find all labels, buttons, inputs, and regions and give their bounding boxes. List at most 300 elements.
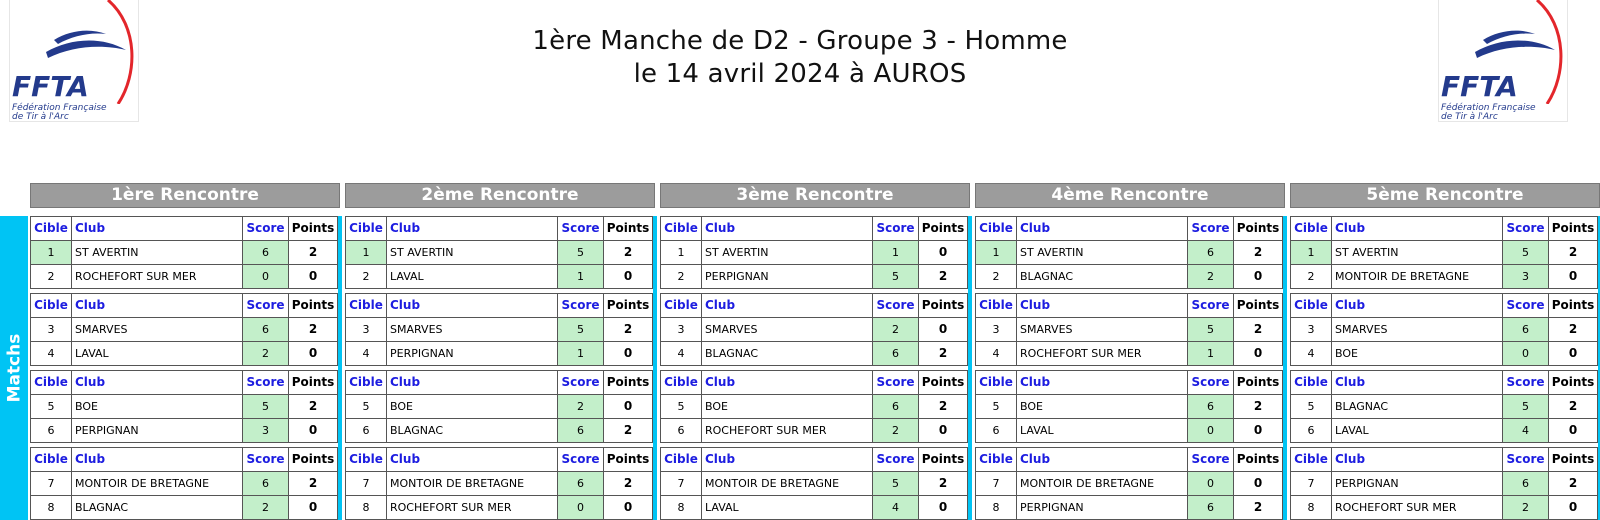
round-header: 4ème Rencontre xyxy=(975,183,1285,208)
club-cell: PERPIGNAN xyxy=(72,419,243,442)
club-cell: ROCHEFORT SUR MER xyxy=(72,265,243,288)
round-header: 2ème Rencontre xyxy=(345,183,655,208)
club-cell: PERPIGNAN xyxy=(1332,472,1503,495)
points-cell: 2 xyxy=(1253,245,1263,259)
column-header-club: Club xyxy=(72,371,243,394)
cible-cell: 2 xyxy=(1291,265,1332,288)
points-cell: 2 xyxy=(938,476,948,490)
points-cell: 0 xyxy=(308,423,318,437)
column-header-score: Score xyxy=(1188,371,1234,394)
club-cell: SMARVES xyxy=(702,318,873,341)
points-cell: 0 xyxy=(623,346,633,360)
ffta-emblem-icon xyxy=(10,0,140,104)
score-cell: 1 xyxy=(558,265,604,288)
column-header-score: Score xyxy=(873,294,919,317)
club-cell: MONTOIR DE BRETAGNE xyxy=(72,472,243,495)
points-cell: 0 xyxy=(1253,423,1263,437)
score-cell: 0 xyxy=(558,496,604,519)
score-cell: 5 xyxy=(1503,395,1549,418)
column-header-points: Points xyxy=(606,298,650,312)
column-header-club: Club xyxy=(72,448,243,471)
club-cell: BOE xyxy=(387,395,558,418)
cible-cell: 7 xyxy=(1291,472,1332,495)
club-cell: BLAGNAC xyxy=(1332,395,1503,418)
match-header-row xyxy=(346,448,652,472)
column-header-score: Score xyxy=(1503,448,1549,471)
column-header-points: Points xyxy=(921,375,965,389)
cible-cell: 8 xyxy=(346,496,387,519)
table-row xyxy=(661,342,967,366)
points-cell: 0 xyxy=(623,399,633,413)
column-header-score: Score xyxy=(558,294,604,317)
score-cell: 3 xyxy=(1503,265,1549,288)
club-cell: SMARVES xyxy=(72,318,243,341)
club-cell: PERPIGNAN xyxy=(387,342,558,365)
match-header-row xyxy=(1291,448,1597,472)
match-header-row xyxy=(31,448,337,472)
points-cell: 2 xyxy=(938,399,948,413)
cible-cell: 6 xyxy=(976,419,1017,442)
table-row xyxy=(976,265,1282,289)
match-table xyxy=(975,447,1283,520)
match-header-row xyxy=(1291,217,1597,241)
match-header-row xyxy=(976,371,1282,395)
column-header-score: Score xyxy=(873,448,919,471)
cible-cell: 7 xyxy=(976,472,1017,495)
column-header-club: Club xyxy=(702,371,873,394)
club-cell: ST AVERTIN xyxy=(702,241,873,264)
table-row xyxy=(31,419,337,443)
cible-cell: 2 xyxy=(31,265,72,288)
cible-cell: 1 xyxy=(1291,241,1332,264)
column-header-score: Score xyxy=(558,371,604,394)
club-cell: ROCHEFORT SUR MER xyxy=(1332,496,1503,519)
table-row xyxy=(1291,472,1597,496)
match-table xyxy=(345,216,653,289)
cible-cell: 7 xyxy=(31,472,72,495)
logo-acronym: FFTA xyxy=(12,70,89,103)
column-header-cible: Cible xyxy=(976,371,1017,394)
column-header-points: Points xyxy=(291,375,335,389)
column-header-score: Score xyxy=(873,217,919,240)
column-header-cible: Cible xyxy=(31,448,72,471)
round-4 xyxy=(975,183,1285,520)
column-header-score: Score xyxy=(1503,294,1549,317)
cible-cell: 2 xyxy=(346,265,387,288)
page-title: 1ère Manche de D2 - Groupe 3 - Homme xyxy=(532,26,1068,56)
points-cell: 2 xyxy=(1253,322,1263,336)
cible-cell: 3 xyxy=(976,318,1017,341)
club-cell: SMARVES xyxy=(1017,318,1188,341)
table-row xyxy=(976,318,1282,342)
table-row xyxy=(346,395,652,419)
cible-cell: 2 xyxy=(976,265,1017,288)
match-header-row xyxy=(1291,371,1597,395)
points-cell: 2 xyxy=(623,245,633,259)
cible-cell: 4 xyxy=(661,342,702,365)
round-2 xyxy=(345,183,655,520)
score-cell: 5 xyxy=(558,318,604,341)
points-cell: 0 xyxy=(1568,500,1578,514)
points-cell: 2 xyxy=(1568,322,1578,336)
round-separator xyxy=(968,216,972,520)
table-row xyxy=(1291,419,1597,443)
score-cell: 1 xyxy=(558,342,604,365)
column-header-points: Points xyxy=(921,452,965,466)
column-header-points: Points xyxy=(606,375,650,389)
column-header-points: Points xyxy=(1236,375,1280,389)
match-header-row xyxy=(31,371,337,395)
match-table xyxy=(1290,370,1598,443)
match-header-row xyxy=(31,294,337,318)
table-row xyxy=(661,395,967,419)
points-cell: 2 xyxy=(938,269,948,283)
points-cell: 0 xyxy=(623,269,633,283)
logo-line2: de Tir à l'Arc xyxy=(12,112,69,122)
match-table xyxy=(660,216,968,289)
column-header-cible: Cible xyxy=(346,448,387,471)
points-cell: 2 xyxy=(1568,399,1578,413)
cible-cell: 5 xyxy=(976,395,1017,418)
score-cell: 2 xyxy=(873,419,919,442)
cible-cell: 5 xyxy=(31,395,72,418)
points-cell: 2 xyxy=(308,476,318,490)
column-header-cible: Cible xyxy=(31,371,72,394)
match-header-row xyxy=(661,217,967,241)
club-cell: ST AVERTIN xyxy=(1017,241,1188,264)
score-cell: 2 xyxy=(1188,265,1234,288)
column-header-cible: Cible xyxy=(346,294,387,317)
points-cell: 2 xyxy=(308,322,318,336)
score-cell: 0 xyxy=(1188,419,1234,442)
club-cell: LAVAL xyxy=(1332,419,1503,442)
table-row xyxy=(661,419,967,443)
cible-cell: 8 xyxy=(976,496,1017,519)
column-header-points: Points xyxy=(1236,298,1280,312)
points-cell: 0 xyxy=(308,269,318,283)
round-separator xyxy=(1283,216,1287,520)
table-row xyxy=(661,496,967,520)
table-row xyxy=(31,342,337,366)
club-cell: BOE xyxy=(1332,342,1503,365)
column-header-club: Club xyxy=(72,217,243,240)
club-cell: BOE xyxy=(72,395,243,418)
points-cell: 0 xyxy=(623,500,633,514)
match-table xyxy=(660,447,968,520)
club-cell: BOE xyxy=(702,395,873,418)
club-cell: LAVAL xyxy=(72,342,243,365)
score-cell: 0 xyxy=(1188,472,1234,495)
column-header-points: Points xyxy=(1551,221,1595,235)
club-cell: BLAGNAC xyxy=(702,342,873,365)
club-cell: PERPIGNAN xyxy=(1017,496,1188,519)
cible-cell: 3 xyxy=(661,318,702,341)
match-header-row xyxy=(661,294,967,318)
table-row xyxy=(976,472,1282,496)
column-header-score: Score xyxy=(243,371,289,394)
table-row xyxy=(346,496,652,520)
score-cell: 0 xyxy=(1503,342,1549,365)
match-header-row xyxy=(346,371,652,395)
table-row xyxy=(1291,265,1597,289)
club-cell: MONTOIR DE BRETAGNE xyxy=(702,472,873,495)
cible-cell: 5 xyxy=(1291,395,1332,418)
points-cell: 2 xyxy=(1568,476,1578,490)
column-header-points: Points xyxy=(1236,221,1280,235)
match-header-row xyxy=(346,217,652,241)
table-row xyxy=(346,318,652,342)
column-header-points: Points xyxy=(606,452,650,466)
column-header-club: Club xyxy=(387,371,558,394)
table-row xyxy=(346,419,652,443)
score-cell: 5 xyxy=(558,241,604,264)
ffta-logo-right xyxy=(1438,0,1568,122)
points-cell: 0 xyxy=(1568,423,1578,437)
score-cell: 1 xyxy=(873,241,919,264)
column-header-points: Points xyxy=(291,221,335,235)
column-header-club: Club xyxy=(702,294,873,317)
column-header-points: Points xyxy=(291,298,335,312)
club-cell: MONTOIR DE BRETAGNE xyxy=(1017,472,1188,495)
match-header-row xyxy=(346,294,652,318)
column-header-cible: Cible xyxy=(661,448,702,471)
cible-cell: 6 xyxy=(346,419,387,442)
match-table xyxy=(1290,447,1598,520)
round-5 xyxy=(1290,183,1600,520)
column-header-score: Score xyxy=(1188,217,1234,240)
column-header-club: Club xyxy=(1017,448,1188,471)
score-cell: 6 xyxy=(558,472,604,495)
score-cell: 2 xyxy=(1503,496,1549,519)
table-row xyxy=(346,342,652,366)
match-table xyxy=(345,370,653,443)
table-row xyxy=(661,318,967,342)
round-header: 3ème Rencontre xyxy=(660,183,970,208)
score-cell: 2 xyxy=(558,395,604,418)
match-table xyxy=(1290,293,1598,366)
table-row xyxy=(976,419,1282,443)
match-header-row xyxy=(976,294,1282,318)
column-header-club: Club xyxy=(1017,294,1188,317)
points-cell: 2 xyxy=(1253,399,1263,413)
cible-cell: 1 xyxy=(346,241,387,264)
matchs-side-label xyxy=(0,216,28,520)
score-cell: 4 xyxy=(873,496,919,519)
column-header-cible: Cible xyxy=(976,294,1017,317)
cible-cell: 4 xyxy=(1291,342,1332,365)
column-header-score: Score xyxy=(1188,448,1234,471)
score-cell: 2 xyxy=(243,342,289,365)
column-header-score: Score xyxy=(873,371,919,394)
column-header-club: Club xyxy=(702,448,873,471)
match-header-row xyxy=(661,371,967,395)
page-subtitle: le 14 avril 2024 à AUROS xyxy=(633,59,967,89)
table-row xyxy=(976,241,1282,265)
column-header-score: Score xyxy=(558,217,604,240)
points-cell: 2 xyxy=(623,322,633,336)
table-row xyxy=(976,395,1282,419)
points-cell: 2 xyxy=(1568,245,1578,259)
match-table xyxy=(30,216,338,289)
match-header-row xyxy=(976,217,1282,241)
cible-cell: 5 xyxy=(346,395,387,418)
points-cell: 0 xyxy=(938,245,948,259)
column-header-cible: Cible xyxy=(31,217,72,240)
logo-line2: de Tir à l'Arc xyxy=(1441,112,1498,122)
round-separator xyxy=(653,216,657,520)
column-header-club: Club xyxy=(1332,448,1503,471)
score-cell: 6 xyxy=(1503,472,1549,495)
cible-cell: 5 xyxy=(661,395,702,418)
column-header-score: Score xyxy=(243,217,289,240)
cible-cell: 6 xyxy=(1291,419,1332,442)
table-row xyxy=(31,318,337,342)
cible-cell: 6 xyxy=(31,419,72,442)
points-cell: 0 xyxy=(938,500,948,514)
club-cell: ROCHEFORT SUR MER xyxy=(1017,342,1188,365)
column-header-club: Club xyxy=(1017,217,1188,240)
score-cell: 6 xyxy=(873,395,919,418)
match-header-row xyxy=(1291,294,1597,318)
score-cell: 6 xyxy=(1188,241,1234,264)
table-row xyxy=(346,265,652,289)
table-row xyxy=(976,342,1282,366)
match-table xyxy=(660,293,968,366)
column-header-cible: Cible xyxy=(661,294,702,317)
score-cell: 5 xyxy=(873,265,919,288)
column-header-cible: Cible xyxy=(1291,448,1332,471)
club-cell: SMARVES xyxy=(1332,318,1503,341)
column-header-club: Club xyxy=(1332,217,1503,240)
score-cell: 0 xyxy=(243,265,289,288)
table-row xyxy=(1291,342,1597,366)
score-cell: 2 xyxy=(243,496,289,519)
matchs-label-text: Matchs xyxy=(4,333,25,403)
cible-cell: 8 xyxy=(1291,496,1332,519)
column-header-cible: Cible xyxy=(661,371,702,394)
match-table xyxy=(975,216,1283,289)
points-cell: 0 xyxy=(1253,476,1263,490)
column-header-points: Points xyxy=(921,298,965,312)
column-header-score: Score xyxy=(1503,217,1549,240)
points-cell: 0 xyxy=(938,322,948,336)
table-row xyxy=(661,241,967,265)
points-cell: 2 xyxy=(938,346,948,360)
round-header: 1ère Rencontre xyxy=(30,183,340,208)
table-row xyxy=(31,265,337,289)
score-cell: 5 xyxy=(1503,241,1549,264)
column-header-cible: Cible xyxy=(346,217,387,240)
club-cell: MONTOIR DE BRETAGNE xyxy=(387,472,558,495)
column-header-cible: Cible xyxy=(976,448,1017,471)
club-cell: PERPIGNAN xyxy=(702,265,873,288)
score-cell: 1 xyxy=(1188,342,1234,365)
column-header-cible: Cible xyxy=(31,294,72,317)
points-cell: 0 xyxy=(1253,346,1263,360)
column-header-cible: Cible xyxy=(976,217,1017,240)
match-header-row xyxy=(31,217,337,241)
club-cell: LAVAL xyxy=(387,265,558,288)
logo-line1: Fédération Française xyxy=(12,103,107,113)
score-cell: 3 xyxy=(243,419,289,442)
score-cell: 6 xyxy=(558,419,604,442)
column-header-points: Points xyxy=(1236,452,1280,466)
ffta-logo-left xyxy=(9,0,139,122)
club-cell: LAVAL xyxy=(702,496,873,519)
points-cell: 0 xyxy=(308,346,318,360)
column-header-club: Club xyxy=(1332,294,1503,317)
column-header-club: Club xyxy=(1332,371,1503,394)
score-cell: 6 xyxy=(1503,318,1549,341)
cible-cell: 1 xyxy=(661,241,702,264)
round-1 xyxy=(30,183,340,520)
match-table xyxy=(345,447,653,520)
round-header: 5ème Rencontre xyxy=(1290,183,1600,208)
club-cell: ROCHEFORT SUR MER xyxy=(702,419,873,442)
column-header-points: Points xyxy=(921,221,965,235)
table-row xyxy=(661,472,967,496)
cible-cell: 2 xyxy=(661,265,702,288)
score-cell: 6 xyxy=(1188,395,1234,418)
column-header-points: Points xyxy=(291,452,335,466)
club-cell: ROCHEFORT SUR MER xyxy=(387,496,558,519)
table-row xyxy=(1291,395,1597,419)
points-cell: 2 xyxy=(1253,500,1263,514)
column-header-cible: Cible xyxy=(1291,371,1332,394)
column-header-club: Club xyxy=(702,217,873,240)
points-cell: 0 xyxy=(1253,269,1263,283)
cible-cell: 3 xyxy=(346,318,387,341)
match-table xyxy=(30,447,338,520)
match-table xyxy=(30,293,338,366)
table-row xyxy=(31,395,337,419)
cible-cell: 1 xyxy=(31,241,72,264)
club-cell: ST AVERTIN xyxy=(387,241,558,264)
points-cell: 0 xyxy=(1568,269,1578,283)
ffta-emblem-icon xyxy=(1439,0,1569,104)
club-cell: ST AVERTIN xyxy=(72,241,243,264)
score-cell: 6 xyxy=(243,472,289,495)
table-row xyxy=(31,241,337,265)
points-cell: 2 xyxy=(308,399,318,413)
column-header-club: Club xyxy=(387,217,558,240)
table-row xyxy=(346,241,652,265)
cible-cell: 4 xyxy=(346,342,387,365)
score-cell: 6 xyxy=(243,241,289,264)
score-cell: 5 xyxy=(873,472,919,495)
score-cell: 5 xyxy=(1188,318,1234,341)
club-cell: BOE xyxy=(1017,395,1188,418)
match-header-row xyxy=(661,448,967,472)
points-cell: 2 xyxy=(623,476,633,490)
table-row xyxy=(31,472,337,496)
cible-cell: 7 xyxy=(661,472,702,495)
column-header-club: Club xyxy=(387,294,558,317)
column-header-club: Club xyxy=(1017,371,1188,394)
cible-cell: 6 xyxy=(661,419,702,442)
column-header-club: Club xyxy=(72,294,243,317)
match-table xyxy=(30,370,338,443)
column-header-points: Points xyxy=(1551,298,1595,312)
points-cell: 0 xyxy=(1568,346,1578,360)
points-cell: 2 xyxy=(623,423,633,437)
column-header-cible: Cible xyxy=(346,371,387,394)
table-row xyxy=(661,265,967,289)
score-cell: 4 xyxy=(1503,419,1549,442)
score-cell: 6 xyxy=(1188,496,1234,519)
column-header-score: Score xyxy=(1188,294,1234,317)
table-row xyxy=(346,472,652,496)
